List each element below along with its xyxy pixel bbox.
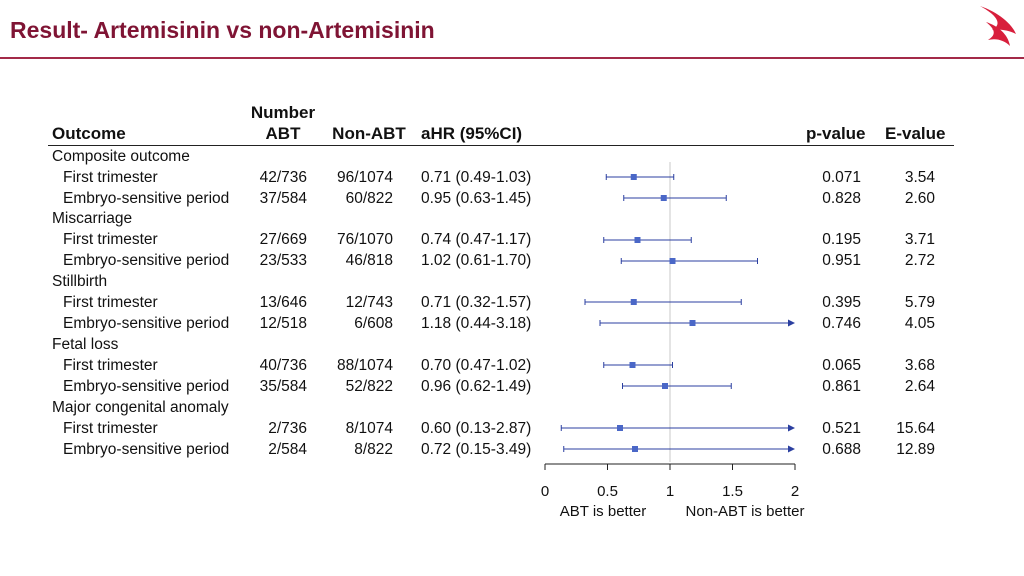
x-tick-label: 1 bbox=[665, 483, 675, 500]
forest-x-axis bbox=[541, 464, 799, 500]
e-value: 12.89 bbox=[896, 441, 935, 458]
e-value: 2.72 bbox=[904, 252, 935, 269]
ahr-ci: 0.72 (0.15-3.49) bbox=[421, 441, 532, 458]
non-abt-count: 76/1070 bbox=[336, 231, 393, 248]
p-value: 0.521 bbox=[822, 420, 861, 437]
p-value: 0.195 bbox=[822, 231, 861, 248]
non-abt-count: 52/822 bbox=[345, 378, 393, 395]
non-abt-count: 8/1074 bbox=[345, 420, 393, 437]
period-label: Embryo-sensitive period bbox=[63, 315, 230, 332]
p-value: 0.065 bbox=[822, 357, 861, 374]
abt-count: 2/736 bbox=[268, 420, 307, 437]
period-label: Embryo-sensitive period bbox=[63, 190, 230, 207]
e-value: 15.64 bbox=[896, 420, 935, 437]
e-value: 4.05 bbox=[904, 315, 935, 332]
group-label: Composite outcome bbox=[52, 148, 190, 165]
ahr-ci: 0.95 (0.63-1.45) bbox=[421, 190, 532, 207]
period-label: Embryo-sensitive period bbox=[63, 252, 230, 269]
non-abt-count: 96/1074 bbox=[336, 169, 393, 186]
estimate-point bbox=[632, 446, 638, 452]
estimate-point bbox=[661, 195, 667, 201]
abt-count: 2/584 bbox=[268, 441, 307, 458]
x-tick-label: 0.5 bbox=[597, 483, 618, 500]
ahr-ci: 0.70 (0.47-1.02) bbox=[421, 357, 532, 374]
non-abt-count: 88/1074 bbox=[336, 357, 393, 374]
p-value: 0.861 bbox=[822, 378, 861, 395]
slide-title: Result- Artemisinin vs non-Artemisinin bbox=[10, 17, 435, 43]
estimate-point bbox=[631, 174, 637, 180]
p-value: 0.746 bbox=[822, 315, 861, 332]
group-label: Fetal loss bbox=[52, 336, 119, 353]
period-label: First trimester bbox=[63, 231, 158, 248]
abt-count: 40/736 bbox=[259, 357, 307, 374]
e-value: 2.64 bbox=[904, 378, 935, 395]
abt-count: 23/533 bbox=[259, 252, 307, 269]
p-value: 0.395 bbox=[822, 294, 861, 311]
x-label-left: ABT is better bbox=[559, 503, 647, 520]
group-label: Major congenital anomaly bbox=[52, 399, 229, 416]
abt-count: 13/646 bbox=[259, 294, 307, 311]
ahr-ci: 0.60 (0.13-2.87) bbox=[421, 420, 532, 437]
ahr-ci: 0.74 (0.47-1.17) bbox=[421, 231, 532, 248]
ci-arrow bbox=[788, 425, 795, 432]
ahr-ci: 0.71 (0.32-1.57) bbox=[421, 294, 532, 311]
forest-marks bbox=[561, 162, 795, 462]
estimate-point bbox=[630, 362, 636, 368]
non-abt-count: 12/743 bbox=[345, 294, 393, 311]
e-value: 5.79 bbox=[904, 294, 935, 311]
ahr-ci: 1.18 (0.44-3.18) bbox=[421, 315, 532, 332]
x-tick-label: 1.5 bbox=[722, 483, 743, 500]
header-ahr: aHR (95%CI) bbox=[421, 124, 523, 143]
group-label: Miscarriage bbox=[52, 210, 133, 227]
period-label: First trimester bbox=[63, 420, 158, 437]
p-value: 0.828 bbox=[822, 190, 861, 207]
ahr-ci: 1.02 (0.61-1.70) bbox=[421, 252, 532, 269]
x-tick-label: 0 bbox=[540, 483, 550, 500]
period-label: Embryo-sensitive period bbox=[63, 378, 230, 395]
p-value: 0.951 bbox=[822, 252, 861, 269]
header-outcome: Outcome bbox=[52, 124, 126, 143]
e-value: 3.54 bbox=[904, 169, 935, 186]
estimate-point bbox=[662, 383, 668, 389]
x-label-right: Non-ABT is better bbox=[685, 503, 805, 520]
abt-count: 42/736 bbox=[259, 169, 307, 186]
abt-count: 37/584 bbox=[259, 190, 307, 207]
e-value: 2.60 bbox=[904, 190, 935, 207]
period-label: First trimester bbox=[63, 357, 158, 374]
estimate-point bbox=[635, 237, 641, 243]
p-value: 0.688 bbox=[822, 441, 861, 458]
abt-count: 12/518 bbox=[259, 315, 307, 332]
period-label: First trimester bbox=[63, 294, 158, 311]
estimate-point bbox=[670, 258, 676, 264]
ci-arrow bbox=[788, 446, 795, 453]
header-abt: ABT bbox=[265, 124, 301, 143]
ahr-ci: 0.96 (0.62-1.49) bbox=[421, 378, 532, 395]
estimate-point bbox=[617, 425, 623, 431]
p-value: 0.071 bbox=[822, 169, 861, 186]
non-abt-count: 6/608 bbox=[354, 315, 393, 332]
e-value: 3.68 bbox=[904, 357, 935, 374]
abt-count: 35/584 bbox=[259, 378, 307, 395]
e-value: 3.71 bbox=[904, 231, 935, 248]
ci-arrow bbox=[788, 320, 795, 327]
group-label: Stillbirth bbox=[52, 273, 108, 290]
abt-count: 27/669 bbox=[259, 231, 307, 248]
estimate-point bbox=[690, 320, 696, 326]
header-e-value: E-value bbox=[885, 124, 946, 143]
period-label: Embryo-sensitive period bbox=[63, 441, 230, 458]
header-number: Number bbox=[250, 103, 316, 122]
non-abt-count: 60/822 bbox=[345, 190, 393, 207]
x-tick-label: 2 bbox=[790, 483, 800, 500]
non-abt-count: 46/818 bbox=[345, 252, 393, 269]
header-non-abt: Non-ABT bbox=[332, 124, 406, 143]
ahr-ci: 0.71 (0.49-1.03) bbox=[421, 169, 532, 186]
estimate-point bbox=[631, 299, 637, 305]
header-p-value: p-value bbox=[806, 124, 866, 143]
period-label: First trimester bbox=[63, 169, 158, 186]
non-abt-count: 8/822 bbox=[354, 441, 393, 458]
